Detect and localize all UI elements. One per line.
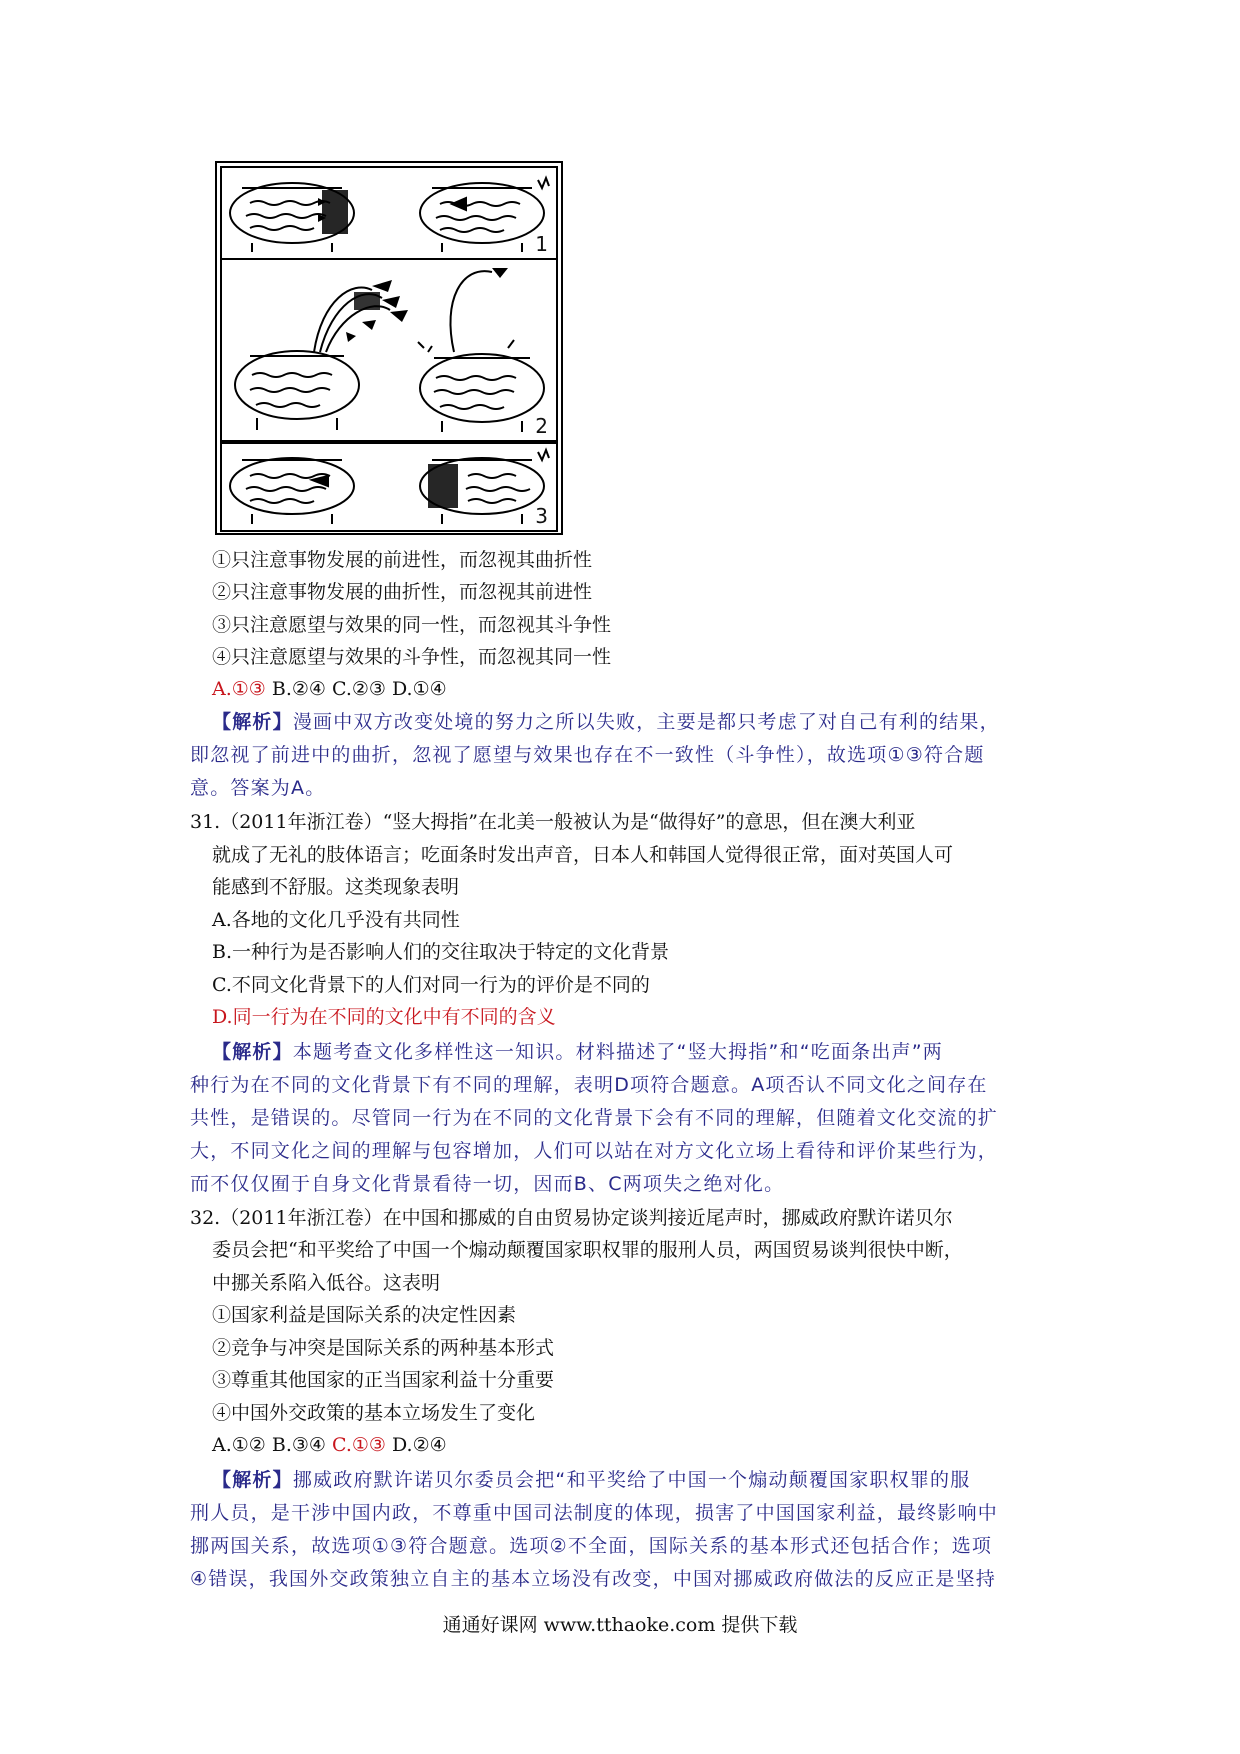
q32-analysis-line-2: 刑人员，是干涉中国内政，不尊重中国司法制度的体现，损害了中国国家利益，最终影响中	[190, 1502, 999, 1524]
q30-correct-answer: A.①③	[212, 678, 266, 700]
q32-answer-line	[212, 1433, 447, 1457]
q30-analysis-line-3: 意。答案为A。	[190, 777, 326, 799]
q31-option-c: C.不同文化背景下的人们对同一行为的评价是不同的	[212, 974, 650, 996]
q30-analysis-line-2: 即忽视了前进中的曲折，忽视了愿望与效果也存在不一致性（斗争性），故选项①③符合题	[190, 744, 985, 766]
q31-analysis-line-5: 而不仅仅囿于自身文化背景看待一切，因而B、C两项失之绝对化。	[190, 1173, 785, 1195]
analysis-text: 漫画中双方改变处境的努力之所以失败，主要是都只考虑了对自己有利的结果，	[292, 711, 1000, 733]
q32-stem-line-3: 中挪关系陷入低谷。这表明	[212, 1272, 441, 1294]
cartoon-panel-2	[220, 258, 558, 442]
analysis-tag: 【解析】	[212, 1469, 293, 1491]
q32-stem-line-2: 委员会把“和平奖给了中国一个煽动颠覆国家职权罪的服刑人员，两国贸易谈判很快中断，	[212, 1239, 963, 1261]
q32-option-1: ①国家利益是国际关系的决定性因素	[212, 1304, 517, 1326]
q30-answer-line	[212, 677, 447, 701]
q32-analysis-line-4: ④错误，我国外交政策独立自主的基本立场没有改变，中国对挪威政府做法的反应正是坚持	[190, 1568, 997, 1590]
q30-option-1: ①只注意事物发展的前进性，而忽视其曲折性	[212, 549, 593, 571]
panel-1-drawing	[222, 168, 556, 258]
panel-number: 3	[535, 504, 548, 528]
q32-answers-after: D.②④	[385, 1434, 447, 1456]
cartoon-panel-3	[220, 442, 558, 532]
cartoon-panel-1	[220, 166, 558, 260]
q32-answers-before: A.①② B.③④	[212, 1434, 332, 1456]
q32-option-3: ③尊重其他国家的正当国家利益十分重要	[212, 1369, 555, 1391]
q31-analysis-line-4: 大，不同文化之间的理解与包容增加，人们可以站在对方文化立场上看待和评价某些行为，	[190, 1140, 999, 1162]
q32-option-4: ④中国外交政策的基本立场发生了变化	[212, 1402, 536, 1424]
q32-stem-line-1: 32.（2011年浙江卷）在中国和挪威的自由贸易协定谈判接近尾声时，挪威政府默许诺贝尔	[190, 1207, 953, 1229]
q30-option-4: ④只注意愿望与效果的斗争性，而忽视其同一性	[212, 646, 612, 668]
cartoon-figure	[215, 161, 563, 535]
q31-analysis-line-3: 共性，是错误的。尽管同一行为在不同的文化背景下会有不同的理解，但随着文化交流的扩	[190, 1107, 999, 1129]
analysis-tag: 【解析】	[212, 711, 293, 733]
q31-stem-line-1: 31.（2011年浙江卷）“竖大拇指”在北美一般被认为是“做得好”的意思，但在澳大利亚	[190, 811, 916, 833]
panel-3-fish-crowd	[428, 464, 458, 508]
q30-option-3: ③只注意愿望与效果的同一性，而忽视其斗争性	[212, 614, 612, 636]
analysis-text: 挪威政府默许诺贝尔委员会把“和平奖给了中国一个煽动颠覆国家职权罪的服	[292, 1469, 971, 1491]
panel-number: 2	[535, 414, 548, 438]
analysis-text: 本题考查文化多样性这一知识。材料描述了“竖大拇指”和“吃面条出声”两	[292, 1041, 943, 1063]
analysis-tag: 【解析】	[212, 1041, 293, 1063]
panel-3-drawing	[222, 444, 556, 530]
q30-other-answers: B.②④ C.②③ D.①④	[265, 678, 447, 700]
q31-option-d-correct: D.同一行为在不同的文化中有不同的含义	[212, 1006, 556, 1028]
panel-2-drawing	[222, 260, 556, 440]
q32-option-2: ②竞争与冲突是国际关系的两种基本形式	[212, 1337, 555, 1359]
page-footer: 通通好课网 www.tthaoke.com 提供下载	[442, 1614, 798, 1636]
q31-option-b: B.一种行为是否影响人们的交往取决于特定的文化背景	[212, 941, 670, 963]
q31-option-a: A.各地的文化几乎没有共同性	[212, 909, 460, 931]
q32-analysis-line-1	[212, 1468, 970, 1492]
panel-number: 1	[535, 232, 548, 256]
q31-stem-line-3: 能感到不舒服。这类现象表明	[212, 876, 460, 898]
q32-analysis-line-3: 挪两国关系，故选项①③符合题意。选项②不全面，国际关系的基本形式还包括合作；选项	[190, 1535, 993, 1557]
q31-analysis-line-1	[212, 1040, 943, 1064]
q30-option-2: ②只注意事物发展的曲折性，而忽视其前进性	[212, 581, 593, 603]
q31-stem-line-2: 就成了无礼的肢体语言；吃面条时发出声音，日本人和韩国人觉得很正常，面对英国人可	[212, 844, 954, 866]
q30-analysis-line-1	[212, 710, 1000, 734]
q31-analysis-line-2: 种行为在不同的文化背景下有不同的理解，表明D项符合题意。A项否认不同文化之间存在	[190, 1074, 988, 1096]
q32-correct-answer: C.①③	[331, 1434, 386, 1456]
